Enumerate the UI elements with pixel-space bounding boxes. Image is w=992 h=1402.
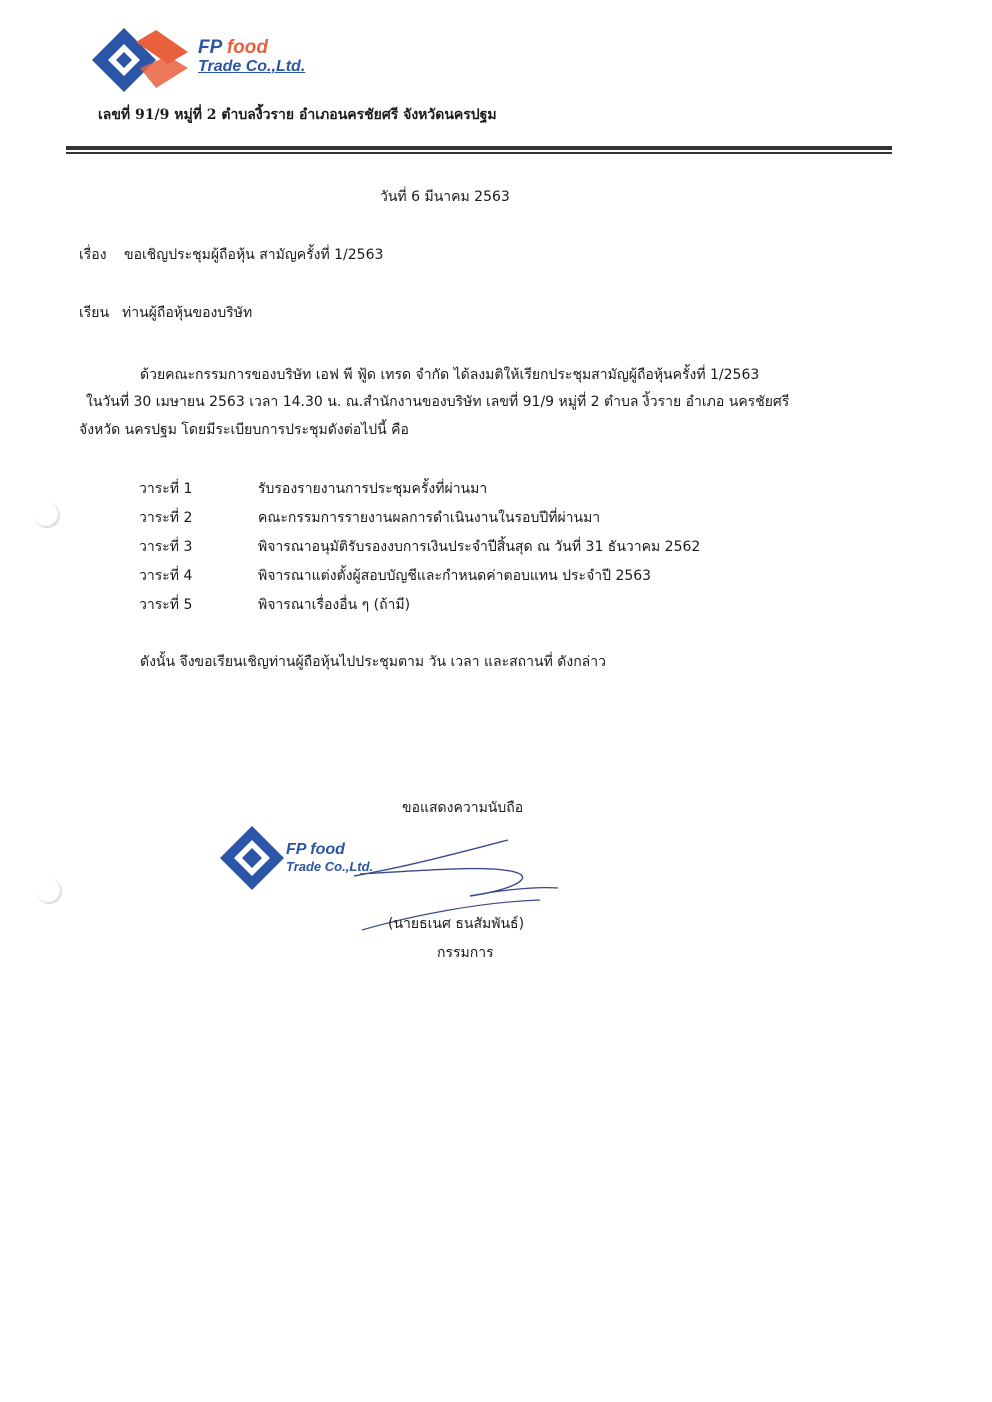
agenda-text: คณะกรรมการรายงานผลการดำเนินงานในรอบปีที่ผ่านมา	[258, 510, 601, 526]
header-divider-thin	[66, 152, 892, 154]
agenda-text: พิจารณาอนุมัติรับรองงบการเงินประจำปีสิ้นสุด ณ วันที่ 31 ธันวาคม 2562	[258, 539, 701, 555]
header-divider-thick	[66, 146, 892, 150]
company-logo-icon	[92, 28, 188, 92]
closing-paragraph: ดังนั้น จึงขอเรียนเชิญท่านผู้ถือหุ้นไปประชุมตาม วัน เวลา และสถานที่ ดังกล่าว	[140, 654, 606, 670]
agenda-text: พิจารณาแต่งตั้งผู้สอบบัญชีและกำหนดค่าตอบแทน ประจำปี 2563	[258, 568, 652, 584]
punch-hole	[36, 878, 62, 904]
agenda-text: พิจารณาเรื่องอื่น ๆ (ถ้ามี)	[258, 597, 411, 613]
punch-hole	[34, 502, 60, 528]
agenda-number: วาระที่ 3	[139, 539, 193, 555]
logo-fp: FP	[198, 37, 222, 58]
signer-name: (นายธเนศ ธนสัมพันธ์)	[388, 916, 525, 932]
agenda-number: วาระที่ 2	[139, 510, 193, 526]
recipient-text: ท่านผู้ถือหุ้นของบริษัท	[122, 305, 253, 321]
company-logo-text	[198, 38, 305, 76]
subject-label: เรื่อง	[79, 247, 107, 263]
logo-trade: Trade Co.,Ltd.	[198, 58, 306, 75]
body-line: จังหวัด นครปฐม โดยมีระเบียบการประชุมดังต่อไปนี้ คือ	[79, 422, 409, 438]
letter-date: วันที่ 6 มีนาคม 2563	[380, 189, 510, 205]
agenda-number: วาระที่ 1	[139, 481, 193, 497]
stamp-line1: FP food	[286, 841, 345, 858]
stamp-line2: Trade Co.,Ltd.	[286, 859, 374, 874]
stamp-logo-icon	[220, 826, 284, 890]
subject-text: ขอเชิญประชุมผู้ถือหุ้น สามัญครั้งที่ 1/2563	[124, 247, 384, 263]
body-line: ในวันที่ 30 เมษายน 2563 เวลา 14.30 น. ณ.สำนักงานของบริษัท เลขที่ 91/9 หมู่ที่ 2 ตำบล งิ้วราย อำเภอ นครชัยศรี	[86, 394, 790, 410]
body-line: ด้วยคณะกรรมการของบริษัท เอฟ พี ฟู้ด เทรด จำกัด ได้ลงมติให้เรียกประชุมสามัญผู้ถือหุ้นครั้งที่ 1/2563	[140, 367, 760, 383]
logo-food: food	[226, 37, 269, 58]
agenda-text: รับรองรายงานการประชุมครั้งที่ผ่านมา	[258, 481, 488, 497]
recipient-label: เรียน	[79, 305, 110, 321]
agenda-number: วาระที่ 4	[139, 568, 193, 584]
regards-text: ขอแสดงความนับถือ	[402, 800, 524, 816]
agenda-number: วาระที่ 5	[139, 597, 193, 613]
company-address: เลขที่ 91/9 หมู่ที่ 2 ตำบลงิ้วราย อำเภอนครชัยศรี จังหวัดนครปฐม	[98, 107, 497, 123]
signer-title: กรรมการ	[437, 945, 494, 961]
